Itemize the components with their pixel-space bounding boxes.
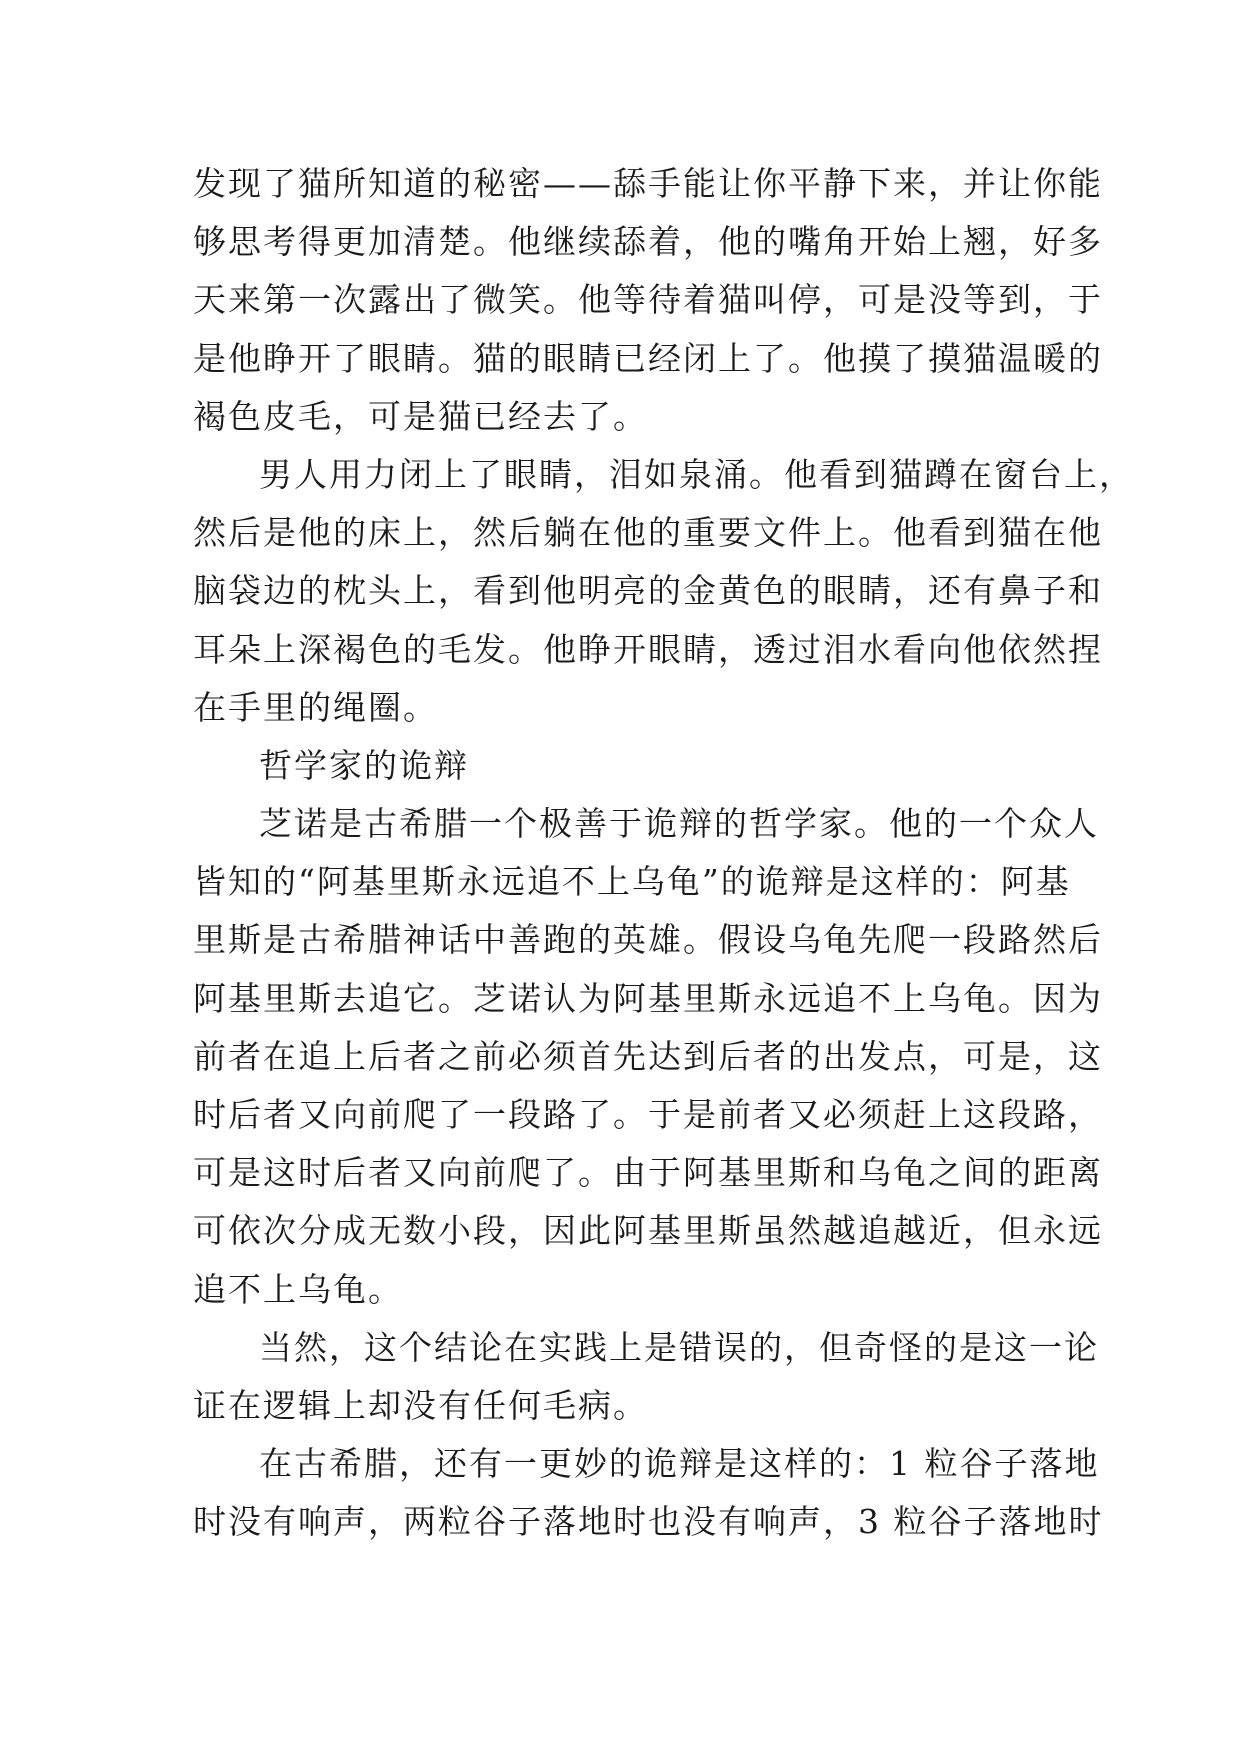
paragraph-start-line: 当然，这个结论在实践上是错误的，但奇怪的是这一论 xyxy=(259,1327,1099,1367)
text-line: 发现了猫所知道的秘密——舔手能让你平静下来，并让你能 xyxy=(193,164,1103,203)
text-line: 时后者又向前爬了一段路了。于是前者又必须赶上这段路， xyxy=(193,1095,1103,1134)
paragraph-start-line: 芝诺是古希腊一个极善于诡辩的哲学家。他的一个众人 xyxy=(259,804,1099,844)
text-line: 可是这时后者又向前爬了。由于阿基里斯和乌龟之间的距离 xyxy=(193,1153,1103,1193)
paragraph-start-line: 男人用力闭上了眼睛，泪如泉涌。他看到猫蹲在窗台上， xyxy=(259,454,1134,494)
text-line: 耳朵上深褐色的毛发。他睁开眼睛，透过泪水看向他依然捏 xyxy=(193,629,1103,669)
text-line: 时没有响声，两粒谷子落地时也没有响声，3 粒谷子落地时 xyxy=(193,1502,1104,1542)
text-line: 是他睁开了眼睛。猫的眼睛已经闭上了。他摸了摸猫温暖的 xyxy=(193,338,1103,378)
text-line: 可依次分成无数小段，因此阿基里斯虽然越追越近，但永远 xyxy=(193,1211,1103,1251)
text-line: 里斯是古希腊神话中善跑的英雄。假设乌龟先爬一段路然后 xyxy=(193,920,1103,960)
text-line: 天来第一次露出了微笑。他等待着猫叫停，可是没等到，于 xyxy=(193,280,1103,320)
text-line: 追不上乌龟。 xyxy=(193,1269,403,1309)
paragraph-start-line: 在古希腊，还有一更妙的诡辩是这样的：1 粒谷子落地 xyxy=(259,1444,1100,1484)
text-line: 够思考得更加清楚。他继续舔着，他的嘴角开始上翘，好多 xyxy=(193,222,1103,262)
text-line: 皆知的“阿基里斯永远追不上乌龟”的诡辩是这样的：阿基 xyxy=(193,862,1071,902)
text-line: 脑袋边的枕头上，看到他明亮的金黄色的眼睛，还有鼻子和 xyxy=(193,571,1103,611)
section-title: 哲学家的诡辩 xyxy=(259,745,469,785)
body-text xyxy=(193,155,1134,1552)
text-line: 证在逻辑上却没有任何毛病。 xyxy=(193,1385,648,1425)
text-line: 褐色皮毛，可是猫已经去了。 xyxy=(193,396,648,436)
text-line: 然后是他的床上，然后躺在他的重要文件上。他看到猫在他 xyxy=(193,513,1103,553)
text-line: 前者在追上后者之前必须首先达到后者的出发点，可是，这 xyxy=(193,1036,1103,1076)
text-line: 在手里的绳圈。 xyxy=(193,687,438,727)
text-line: 阿基里斯去追它。芝诺认为阿基里斯永远追不上乌龟。因为 xyxy=(193,978,1103,1018)
